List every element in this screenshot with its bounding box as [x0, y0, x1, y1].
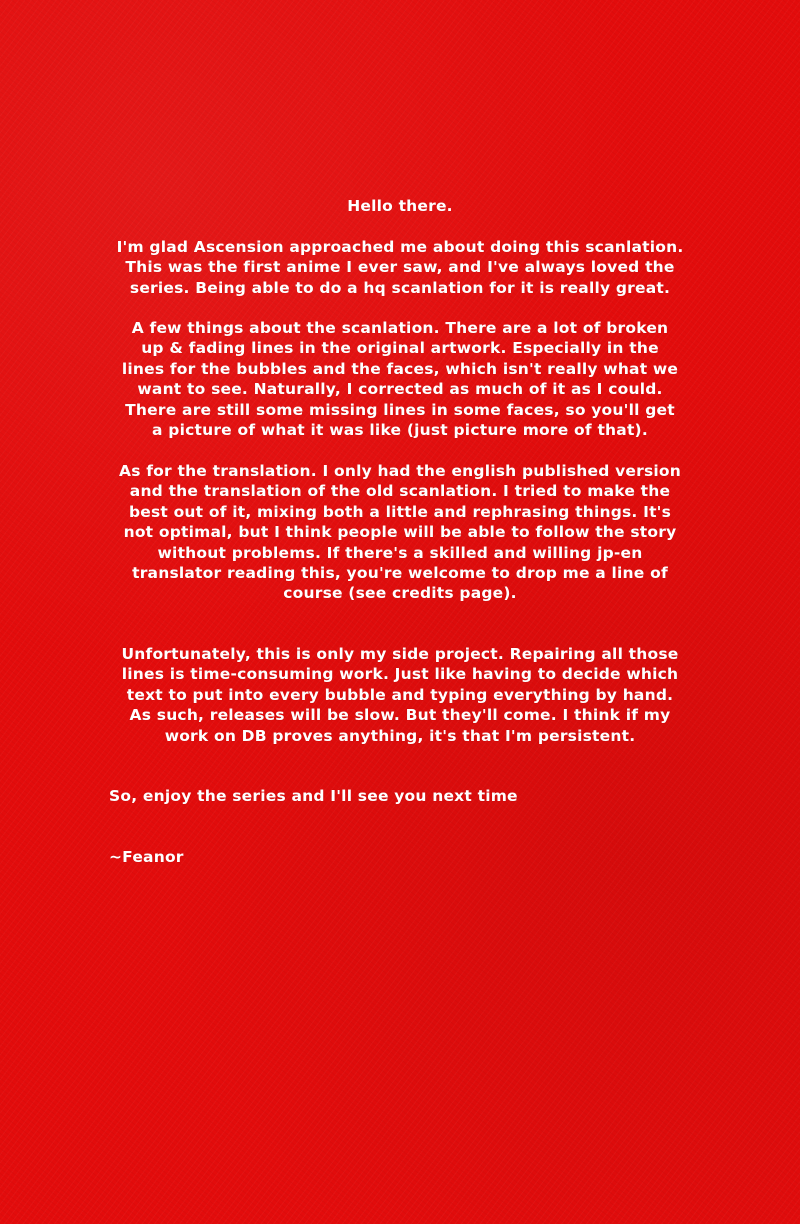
- paragraph-line: I'm glad Ascension approached me about doing this scanlation.: [116, 238, 684, 256]
- paragraph-line: As such, releases will be slow. But they'll come. I think if my: [129, 706, 671, 725]
- paragraph-line: course (see credits page).: [283, 584, 517, 603]
- paragraph-translation: [100, 461, 700, 604]
- paragraph-line: and the translation of the old scanlation. I tried to make the: [129, 482, 671, 501]
- paragraph-intro: [100, 237, 700, 298]
- greeting: [100, 196, 700, 216]
- paragraph-line: Unfortunately, this is only my side project. Repairing all those: [121, 645, 679, 663]
- paragraph-line: translator reading this, you're welcome to drop me a line of: [132, 564, 668, 583]
- signature: [109, 847, 409, 867]
- paragraph-line: want to see. Naturally, I corrected as much of it as I could.: [137, 380, 663, 399]
- paragraph-line: lines for the bubbles and the faces, which isn't really what we: [121, 359, 679, 378]
- paragraph-line: not optimal, but I think people will be able to follow the story: [123, 523, 677, 542]
- paragraph-scanlation: [100, 318, 700, 440]
- paragraph-line: a picture of what it was like (just picture more of that).: [152, 421, 648, 440]
- paragraph-line: best out of it, mixing both a little and rephrasing things. It's: [128, 502, 672, 521]
- paragraph-line: series. Being able to do a hq scanlation for it is really great.: [129, 278, 671, 297]
- paragraph-line: This was the first anime I ever saw, and I've always loved the: [125, 258, 675, 277]
- greeting-text: Hello there.: [347, 197, 453, 215]
- paragraph-line: up & fading lines in the original artwork. Especially in the: [141, 339, 659, 358]
- paragraph-side-project: [100, 644, 700, 746]
- paragraph-line: As for the translation. I only had the english published version: [119, 462, 681, 480]
- signature-text: ~Feanor: [109, 848, 184, 866]
- closing-text: So, enjoy the series and I'll see you next time: [109, 787, 518, 805]
- paragraph-line: lines is time-consuming work. Just like having to decide which: [121, 665, 679, 684]
- paragraph-line: A few things about the scanlation. There are a lot of broken: [131, 319, 669, 337]
- paragraph-line: without problems. If there's a skilled and willing jp-en: [157, 543, 643, 562]
- paragraph-line: text to put into every bubble and typing everything by hand.: [126, 685, 674, 704]
- paragraph-line: There are still some missing lines in some faces, so you'll get: [125, 400, 675, 419]
- paragraph-line: work on DB proves anything, it's that I'm persistent.: [164, 726, 636, 745]
- closing-line: [109, 786, 709, 806]
